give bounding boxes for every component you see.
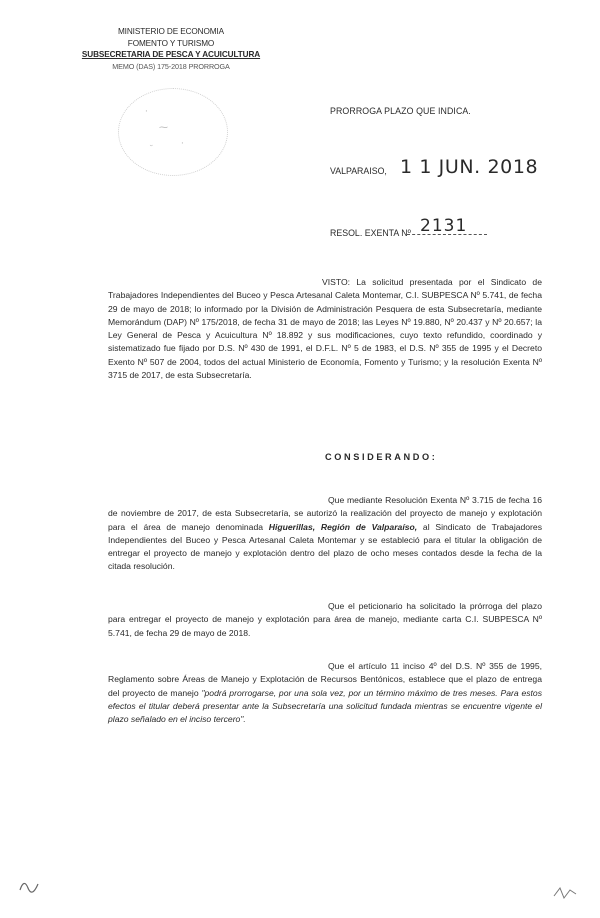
p1-text-c: al Sindicato de Trabajadores Independientes del Buceo y Pesca Artesanal Caleta Montemar y se estableció para el titular la obligación de entregar el proyecto de manejo y explotación dentro del plazo de ocho meses contados desde la fecha de la citada resolución.: [108, 521, 543, 572]
p1-area-name: Higuerillas, Región de Valparaíso,: [268, 521, 418, 532]
letterhead: [76, 26, 266, 72]
p3-text-a: Que el artículo 11 inciso 4º del D.S. Nº 355 de 1995, Reglamento sobre Áreas de Manejo y Explotación de Recursos Bentónicos, establece que el plazo de entrega del proyecto de manejo: [108, 661, 542, 698]
considerando-paragraph-1: [108, 494, 542, 574]
document-subject: PRORROGA PLAZO QUE INDICA.: [330, 106, 471, 116]
resolution-label: RESOL. EXENTA Nº: [330, 228, 411, 238]
resolution-number-line: [407, 234, 487, 235]
ministry-name: MINISTERIO DE ECONOMIA: [117, 27, 225, 36]
considerando-paragraph-2: [108, 600, 542, 640]
memo-reference: MEMO (DAS) 175-2018 PRORROGA: [112, 61, 230, 71]
resolution-number: 2131: [420, 216, 468, 236]
p3-quote: "podrá prorrogarse, por una sola vez, por un término máximo de tres meses. Para estos efectos el titular deberá presentar ante la Subsecretaría una solicitud fundada mientras se encuentre vigente el plazo señalado en el inciso tercero".: [108, 687, 543, 725]
ministry-subtitle: FOMENTO Y TURISMO: [127, 38, 215, 48]
city-label: VALPARAISO,: [330, 166, 387, 176]
initials-mark: [552, 884, 578, 907]
considerando-paragraph-3: [108, 660, 542, 726]
stamped-date: 1 1 JUN. 2018: [400, 156, 539, 178]
p1-text-a: Que mediante Resolución Exenta Nº 3.715 de fecha 16 de noviembre de 2017, de esta Subsecretaría, se autorizó la realización del proyecto de manejo y explotación para el área de manejo denominada: [108, 495, 542, 532]
considerando-heading: CONSIDERANDO:: [325, 452, 438, 462]
faded-seal-stamp: · ⁓ · ˘: [118, 88, 228, 176]
visto-text: VISTO: La solicitud presentada por el Sindicato de Trabajadores Independientes del Buceo y Pesca Artesanal Caleta Montemar, C.I. SUBPESCA Nº 5.741, de fecha 29 de mayo de 2018; lo informado por la División de Administración Pesquera de esta Subsecretaría, mediante Memorándum (DAP) Nº 175/2018, de fecha 31 de mayo de 2018; las Leyes Nº 19.880, Nº 20.437 y Nº 20.657; la Ley General de Pesca y Acuicultura Nº 18.892 y sus modificaciones, cuyo texto refundido, coordinado y sistematizado fue fijado por D.S. Nº 430 de 1991, el D.F.L. Nº 5 de 1983, el D.S. Nº 355 de 1995 y el Decreto Exento Nº 507 de 2004, todos del actual Ministerio de Economía, Fomento y Turismo; y la resolución Exenta Nº 3715 de 2017, de esta Subsecretaría.: [108, 277, 542, 381]
subsecretaria-name: SUBSECRETARIA DE PESCA Y ACUICULTURA: [81, 50, 261, 59]
signature-mark: [18, 876, 42, 901]
visto-paragraph: [108, 276, 542, 382]
p2-text: Que el peticionario ha solicitado la prórroga del plazo para entregar el proyecto de manejo y explotación para área de manejo, mediante carta C.I. SUBPESCA Nº 5.741, de fecha 29 de mayo de 2018.: [108, 601, 542, 638]
